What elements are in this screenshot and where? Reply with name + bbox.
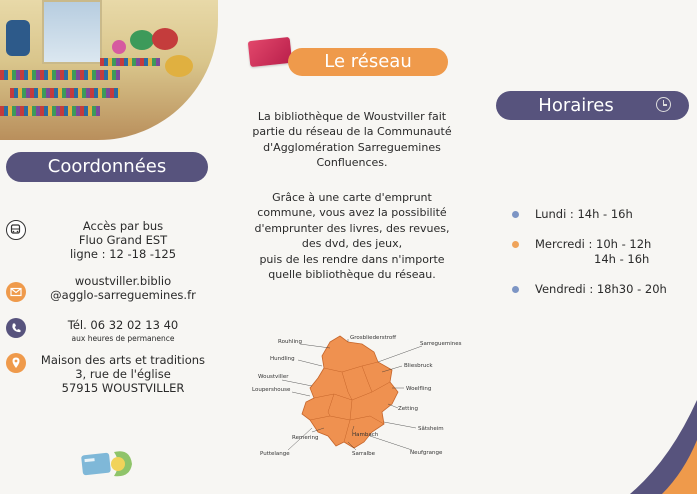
para2-line-5: puis de les rendre dans n'importe (259, 252, 445, 266)
para1-line-1: La bibliothèque de Woustviller fait (257, 110, 447, 123)
para1-line-4: Confluences. (316, 156, 388, 170)
map-territory (302, 336, 398, 448)
reseau-paragraph-1 (248, 109, 456, 171)
map-label-woelfling: Woelfling (406, 386, 432, 392)
coordonnees-header: Coordonnées (6, 152, 208, 182)
map-label-woustviller: Woustviller (258, 374, 289, 380)
reseau-paragraph-2 (248, 190, 456, 282)
reseau-header: Le réseau (288, 48, 448, 76)
map-label-sattheim: Sâtsheim (418, 426, 444, 432)
para2-line-2: commune, vous avez la possibilité (257, 206, 447, 220)
para1-line-2: partie du réseau de la Communauté (252, 125, 452, 139)
library-card-icon (248, 37, 292, 67)
map-label-grosbliederstroff: Grosbliederstroff (350, 335, 397, 341)
hours-monday-text: Lundi : 14h - 16h (535, 207, 633, 221)
para2-line-1: Grâce à une carte d'emprunt (272, 191, 432, 204)
map-label-sarreguemines: Sarreguemines (420, 341, 462, 347)
bus-icon (6, 220, 26, 240)
map-label-loupershouse: Loupershouse (252, 387, 291, 393)
para1-line-3: d'Agglomération Sarreguemines (263, 140, 441, 154)
bullet-dot (512, 286, 519, 293)
map-label-neufgrange: Neufgrange (410, 450, 443, 456)
bullet-dot (512, 211, 519, 218)
para2-line-6: quelle bibliothèque du réseau. (268, 268, 436, 282)
map-label-hundling: Hundling (270, 356, 295, 362)
map-label-bliesbruck: Bliesbruck (404, 363, 433, 369)
horaires-header (496, 91, 689, 120)
hours-wednesday-text-2: 14h - 16h (594, 252, 650, 266)
para2-line-4: des dvd, des jeux, (301, 237, 403, 251)
bullet-dot (512, 241, 519, 248)
address-line-2: 3, rue de l'église (75, 367, 171, 381)
network-logo (80, 444, 136, 484)
mail-icon (6, 282, 26, 302)
phone-number: Tél. 06 32 02 13 40 (67, 318, 179, 332)
map-label-remering: Remering (292, 435, 319, 441)
map-label-puttelange: Puttelange (260, 451, 290, 457)
bus-line-1: Accès par bus (82, 219, 164, 233)
network-map (252, 332, 464, 462)
hours-friday-text: Vendredi : 18h30 - 20h (535, 282, 667, 296)
phone-icon (6, 318, 26, 338)
address-line-1: Maison des arts et traditions (40, 353, 206, 367)
hours-wednesday-text: Mercredi : 10h - 12h (535, 237, 652, 251)
email-line-1: woustviller.biblio (74, 274, 172, 288)
map-label-sarralbe: Sarralbe (352, 451, 376, 457)
bus-line-3: ligne : 12 -18 -125 (69, 247, 177, 261)
location-pin-icon (6, 353, 26, 373)
map-label-rouhling: Rouhling (278, 339, 302, 345)
clock-icon (656, 97, 671, 112)
map-label-zetting: Zetting (398, 406, 418, 412)
library-photo (0, 0, 218, 140)
map-label-hambach: Hambach (352, 432, 379, 438)
email-line-2: @agglo-sarreguemines.fr (50, 288, 196, 302)
phone-note: aux heures de permanence (71, 334, 175, 343)
para2-line-3: d'emprunter des livres, des revues, (254, 221, 450, 235)
horaires-header-label: Horaires (538, 95, 614, 116)
address-line-3: 57915 WOUSTVILLER (61, 381, 185, 395)
bus-line-2: Fluo Grand EST (78, 233, 168, 247)
decorative-corner (610, 400, 697, 494)
